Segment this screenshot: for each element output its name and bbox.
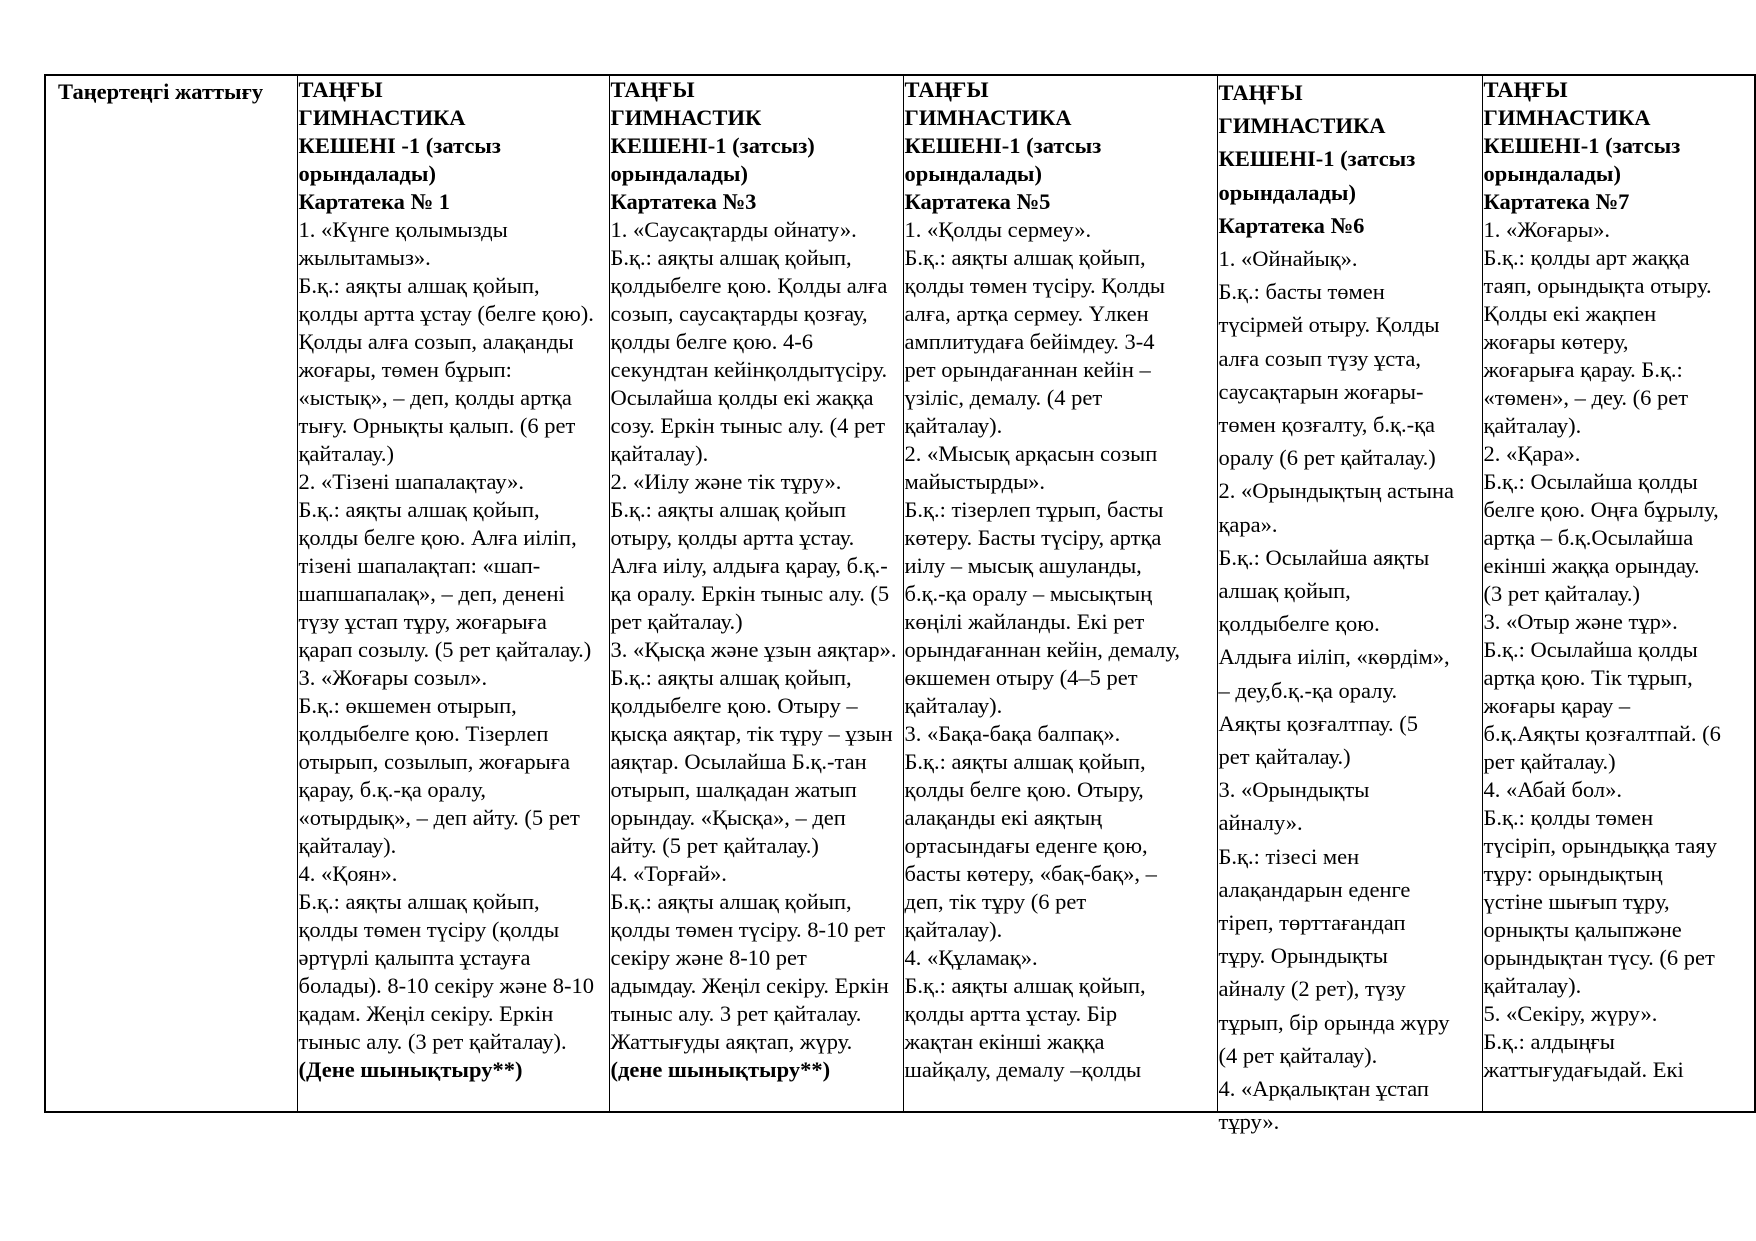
text-line: ГИМНАСТИКА bbox=[904, 105, 1072, 130]
text-line: орындалады) bbox=[1483, 161, 1621, 186]
day-column-1 bbox=[297, 75, 609, 1112]
text-line: орындалады) bbox=[298, 161, 436, 186]
text-line: қысқа аяқтар, тік тұру – ұзын bbox=[610, 721, 893, 746]
text-line: 4. «Арқалықтан ұстап bbox=[1218, 1076, 1429, 1102]
text-line: орындау. «Қысқа», – деп bbox=[610, 805, 846, 830]
text-line: созу. Еркін тыныс алу. (4 рет bbox=[610, 413, 886, 438]
text-line: айналу». bbox=[1218, 810, 1303, 836]
text-line: (4 рет қайталау). bbox=[1218, 1042, 1378, 1068]
text-line: жоғарыға қарау. Б.қ.: bbox=[1483, 357, 1683, 382]
text-line: шапшапалақ», – деп, денені bbox=[298, 581, 565, 606]
text-line: қолды төмен түсіру. Қолды bbox=[904, 273, 1166, 298]
text-line: Картатека № 1 bbox=[298, 189, 451, 214]
text-line: қолдыбелге қою. bbox=[1218, 611, 1380, 637]
text-line: 3. «Отыр және тұр». bbox=[1483, 609, 1678, 634]
text-line: Б.қ.: аяқты алшақ қойып bbox=[610, 497, 846, 522]
text-line: қайталау). bbox=[610, 441, 709, 466]
text-line: Б.қ.: қолды төмен bbox=[1483, 805, 1654, 830]
text-line: орындалады) bbox=[904, 161, 1042, 186]
text-line: 2. «Қара». bbox=[1483, 441, 1581, 466]
text-line: деп, тік тұру (6 рет bbox=[904, 889, 1087, 914]
text-line: орнықты қалыпжәне bbox=[1483, 917, 1682, 942]
text-line: қайталау). bbox=[904, 693, 1003, 718]
schedule-table bbox=[44, 74, 1756, 1135]
text-line: 4. «Абай бол». bbox=[1483, 777, 1622, 802]
text-line: (Дене шынықтыру**) bbox=[298, 1057, 523, 1082]
text-line: Б.қ.: аяқты алшақ қойып, bbox=[610, 889, 852, 914]
text-line: қайталау). bbox=[298, 833, 397, 858]
text-line: ортасындағы еденге қою, bbox=[904, 833, 1148, 858]
text-line: қолдыбелге қою. Отыру – bbox=[610, 693, 858, 718]
text-line: КЕШЕНІ-1 (затсыз bbox=[1218, 146, 1416, 172]
day-column-5 bbox=[1482, 75, 1755, 1112]
text-line: Картатека №3 bbox=[610, 189, 757, 214]
text-line: 2. «Мысық арқасын созып bbox=[904, 441, 1158, 466]
text-line: Б.қ.: алдыңғы bbox=[1483, 1029, 1615, 1054]
text-line: рет орындағаннан кейін – bbox=[904, 357, 1151, 382]
text-line: орындағаннан кейін, демалу, bbox=[904, 637, 1181, 662]
text-line: қарау, б.қ.-қа оралу, bbox=[298, 777, 486, 802]
text-line: (дене шынықтыру**) bbox=[610, 1057, 831, 1082]
text-line: Картатека №6 bbox=[1218, 212, 1365, 238]
text-line: Б.қ.: аяқты алшақ қойып, bbox=[610, 245, 852, 270]
text-line: өкшемен отыру (4–5 рет bbox=[904, 665, 1138, 690]
text-line: созып, саусақтарды қозғау, bbox=[610, 301, 868, 326]
text-line: – деу,б.қ.-қа оралу. bbox=[1218, 677, 1398, 703]
row-label-cell bbox=[45, 75, 297, 1112]
text-line: орындықтан түсу. (6 рет bbox=[1483, 945, 1715, 970]
text-line: қолды белге қою. Отыру, bbox=[904, 777, 1144, 802]
text-line: ГИМНАСТИКА bbox=[1483, 105, 1651, 130]
text-line: тыныс алу. 3 рет қайталау. bbox=[610, 1001, 862, 1026]
text-line: рет қайталау.) bbox=[1483, 749, 1616, 774]
text-line: тізені шапалақтап: «шап- bbox=[298, 553, 541, 578]
text-line: тұру. Орындықты bbox=[1218, 943, 1388, 969]
text-line: жаттығудағыдай. Екі bbox=[1483, 1057, 1684, 1082]
text-line: Б.қ.: Осылайша қолды bbox=[1483, 469, 1698, 494]
text-line: орындалады) bbox=[610, 161, 748, 186]
text-line: ТАҢҒЫ bbox=[1218, 80, 1303, 105]
text-line: 4. «Торғай». bbox=[610, 861, 727, 886]
exercise-text bbox=[299, 76, 609, 1109]
text-line: Б.қ.: Осылайша аяқты bbox=[1218, 544, 1430, 570]
text-line: оралу (6 рет қайталау.) bbox=[1218, 445, 1436, 471]
document-page bbox=[44, 74, 1754, 1135]
text-line: алға созып түзу ұста, bbox=[1218, 345, 1421, 371]
day-column-4 bbox=[1217, 75, 1482, 1135]
day-column-3 bbox=[903, 75, 1217, 1112]
text-line: айналу (2 рет), түзу bbox=[1218, 976, 1406, 1002]
text-line: 2. «Тізені шапалақтау». bbox=[298, 469, 525, 494]
exercise-text bbox=[611, 76, 903, 1109]
text-line: секундтан кейінқолдытүсіру. bbox=[610, 357, 888, 382]
text-line: қолды белге қою. Алға иіліп, bbox=[298, 525, 577, 550]
text-line: Б.қ.: аяқты алшақ қойып, bbox=[298, 273, 540, 298]
text-line: 1. «Қолды сермеу». bbox=[904, 217, 1092, 242]
text-line: Қолды алға созып, алақанды bbox=[298, 329, 574, 354]
text-line: алға, артқа сермеу. Үлкен bbox=[904, 301, 1149, 326]
text-line: болады). 8-10 секіру және 8-10 bbox=[298, 973, 594, 998]
text-line: қадам. Жеңіл секіру. Еркін bbox=[298, 1001, 554, 1026]
text-line: түсіріп, орындыққа таяу bbox=[1483, 833, 1718, 858]
row-label: Таңертеңгі жаттығу bbox=[58, 79, 264, 104]
text-line: «отырдық», – деп айту. (5 рет bbox=[298, 805, 580, 830]
text-line: ГИМНАСТИКА bbox=[298, 105, 466, 130]
text-line: қа оралу. Еркін тыныс алу. (5 bbox=[610, 581, 890, 606]
text-line: көңілі жайланды. Екі рет bbox=[904, 609, 1145, 634]
text-line: ТАҢҒЫ bbox=[904, 77, 989, 102]
text-line: отыру, қолды артта ұстау. bbox=[610, 525, 855, 550]
text-line: үзіліс, демалу. (4 рет bbox=[904, 385, 1103, 410]
text-line: жоғары қарау – bbox=[1483, 693, 1631, 718]
text-line: «ыстық», – деп, қолды артқа bbox=[298, 385, 572, 410]
text-line: 3. «Бақа-бақа балпақ». bbox=[904, 721, 1121, 746]
text-line: саусақтарын жоғары- bbox=[1218, 378, 1424, 404]
text-line: аяқтар. Осылайша Б.қ.-тан bbox=[610, 749, 867, 774]
text-line: Алға иілу, алдыға қарау, б.қ.- bbox=[610, 553, 888, 578]
text-line: Б.қ.: аяқты алшақ қойып, bbox=[610, 665, 852, 690]
text-line: секіру және 8-10 рет bbox=[610, 945, 807, 970]
text-line: белге қою. Оңға бұрылу, bbox=[1483, 497, 1719, 522]
text-line: алақандарын еденге bbox=[1218, 876, 1411, 902]
text-line: қолды артта ұстау. Бір bbox=[904, 1001, 1118, 1026]
text-line: 2. «Орындықтың астына bbox=[1218, 478, 1454, 504]
text-line: Б.қ.: басты төмен bbox=[1218, 279, 1385, 305]
text-line: 3. «Жоғары созыл». bbox=[298, 665, 488, 690]
text-line: «төмен», – деу. (6 рет bbox=[1483, 385, 1689, 410]
text-line: алшақ қойып, bbox=[1218, 578, 1351, 604]
text-line: 3. «Орындықты bbox=[1218, 777, 1370, 803]
text-line: жоғары, төмен бұрып: bbox=[298, 357, 512, 382]
text-line: рет қайталау.) bbox=[610, 609, 743, 634]
text-line: 2. «Иілу және тік тұру». bbox=[610, 469, 842, 494]
text-line: Б.қ.: тізерлеп тұрып, басты bbox=[904, 497, 1164, 522]
text-line: КЕШЕНІ-1 (затсыз bbox=[1483, 133, 1681, 158]
text-line: қайталау). bbox=[904, 413, 1003, 438]
text-line: қолды төмен түсіру (қолды bbox=[298, 917, 560, 942]
text-line: Қолды екі жақпен bbox=[1483, 301, 1657, 326]
text-line: артқа – б.қ.Осылайша bbox=[1483, 525, 1694, 550]
text-line: Б.қ.: аяқты алшақ қойып, bbox=[904, 973, 1146, 998]
text-line: Б.қ.: аяқты алшақ қойып, bbox=[298, 497, 540, 522]
text-line: Б.қ.: аяқты алшақ қойып, bbox=[904, 749, 1146, 774]
text-line: 3. «Қысқа және ұзын аяқтар». bbox=[610, 637, 897, 662]
text-line: қолдыбелге қою. Қолды алға bbox=[610, 273, 888, 298]
text-line: 1. «Ойнайық». bbox=[1218, 246, 1358, 272]
text-line: 1. «Жоғары». bbox=[1483, 217, 1610, 242]
text-line: Аяқты қозғалтпау. (5 bbox=[1218, 710, 1419, 736]
text-line: ТАҢҒЫ bbox=[298, 77, 383, 102]
text-line: иілу – мысық ашуланды, bbox=[904, 553, 1142, 578]
text-line: түзу ұстап тұру, жоғарыға bbox=[298, 609, 547, 634]
text-line: (3 рет қайталау.) bbox=[1483, 581, 1641, 606]
text-line: қолдыбелге қою. Тізерлеп bbox=[298, 721, 549, 746]
text-line: әртүрлі қалыпта ұстауға bbox=[298, 945, 531, 970]
text-line: шайқалу, демалу –қолды bbox=[904, 1057, 1142, 1082]
text-line: тұру: орындықтың bbox=[1483, 861, 1663, 886]
text-line: қайталау.) bbox=[298, 441, 394, 466]
text-line: қайталау). bbox=[1483, 973, 1582, 998]
text-line: Б.қ.: қолды арт жаққа bbox=[1483, 245, 1690, 270]
text-line: 4. «Құламақ». bbox=[904, 945, 1038, 970]
text-line: тыныс алу. (3 рет қайталау). bbox=[298, 1029, 567, 1054]
text-line: қолды төмен түсіру. 8-10 рет bbox=[610, 917, 886, 942]
text-line: үстіне шығып тұру, bbox=[1483, 889, 1670, 914]
text-line: екінші жаққа орындау. bbox=[1483, 553, 1700, 578]
text-line: қолды артта ұстау (белге қою). bbox=[298, 301, 594, 326]
text-line: КЕШЕНІ-1 (затсыз bbox=[904, 133, 1102, 158]
text-line: жылытамыз». bbox=[298, 245, 431, 270]
text-line: 4. «Қоян». bbox=[298, 861, 398, 886]
text-line: тұру». bbox=[1218, 1109, 1280, 1135]
text-line: басты көтеру, «бақ-бақ», – bbox=[904, 861, 1157, 886]
day-column-2 bbox=[609, 75, 903, 1112]
text-line: Жаттығуды аяқтап, жүру. bbox=[610, 1029, 853, 1054]
text-line: адымдау. Жеңіл секіру. Еркін bbox=[610, 973, 889, 998]
text-line: түсірмей отыру. Қолды bbox=[1218, 312, 1440, 338]
text-line: амплитудаға бейімдеу. 3-4 bbox=[904, 329, 1155, 354]
text-line: алақанды екі аяқтың bbox=[904, 805, 1103, 830]
text-line: б.қ.-қа оралу – мысықтың bbox=[904, 581, 1153, 606]
text-line: 5. «Секіру, жүру». bbox=[1483, 1001, 1658, 1026]
text-line: қайталау). bbox=[904, 917, 1003, 942]
text-line: Б.қ.: өкшемен отырып, bbox=[298, 693, 517, 718]
exercise-text bbox=[905, 76, 1217, 1109]
exercise-text bbox=[1218, 76, 1482, 1135]
text-line: орындалады) bbox=[1218, 179, 1356, 205]
text-line: таяп, орындықта отыру. bbox=[1483, 273, 1712, 298]
exercise-text bbox=[1484, 76, 1755, 1109]
text-line: тығу. Орнықты қалып. (6 рет bbox=[298, 413, 576, 438]
text-line: қолды белге қою. 4-6 bbox=[610, 329, 813, 354]
text-line: айту. (5 рет қайталау.) bbox=[610, 833, 819, 858]
text-line: отырып, шалқадан жатып bbox=[610, 777, 857, 802]
text-line: қара». bbox=[1218, 511, 1278, 537]
text-line: ТАҢҒЫ bbox=[1483, 77, 1568, 102]
text-line: жақтан екінші жаққа bbox=[904, 1029, 1105, 1054]
text-line: рет қайталау.) bbox=[1218, 744, 1351, 770]
text-line: КЕШЕНІ -1 (затсыз bbox=[298, 133, 501, 158]
text-line: Б.қ.: тізесі мен bbox=[1218, 843, 1360, 869]
text-line: Картатека №5 bbox=[904, 189, 1051, 214]
text-line: 1. «Саусақтарды ойнату». bbox=[610, 217, 857, 242]
text-line: Алдыға иіліп, «көрдім», bbox=[1218, 644, 1450, 670]
text-line: көтеру. Басты түсіру, артқа bbox=[904, 525, 1162, 550]
text-line: КЕШЕНІ-1 (затсыз) bbox=[610, 133, 815, 158]
text-line: 1. «Күнге қолымызды bbox=[298, 217, 508, 242]
text-line: тіреп, төрттағандап bbox=[1218, 910, 1406, 936]
text-line: ГИМНАСТИКА bbox=[1218, 113, 1386, 139]
text-line: қарап созылу. (5 рет қайталау.) bbox=[298, 637, 592, 662]
text-line: жоғары көтеру, bbox=[1483, 329, 1629, 354]
text-line: Б.қ.: аяқты алшақ қойып, bbox=[298, 889, 540, 914]
text-line: Б.қ.: Осылайша қолды bbox=[1483, 637, 1698, 662]
text-line: ГИМНАСТИК bbox=[610, 105, 762, 130]
text-line: Осылайша қолды екі жаққа bbox=[610, 385, 874, 410]
text-line: майыстырды». bbox=[904, 469, 1046, 494]
text-line: төмен қозғалту, б.қ.-қа bbox=[1218, 412, 1436, 438]
text-line: отырып, созылып, жоғарыға bbox=[298, 749, 570, 774]
text-line: Б.қ.: аяқты алшақ қойып, bbox=[904, 245, 1146, 270]
text-line: Картатека №7 bbox=[1483, 189, 1630, 214]
text-line: тұрып, бір орында жүру bbox=[1218, 1009, 1450, 1035]
text-line: артқа қою. Тік тұрып, bbox=[1483, 665, 1693, 690]
text-line: ТАҢҒЫ bbox=[610, 77, 695, 102]
table-row bbox=[45, 75, 1755, 1112]
text-line: қайталау). bbox=[1483, 413, 1582, 438]
text-line: б.қ.Аяқты қозғалтпай. (6 bbox=[1483, 721, 1721, 746]
